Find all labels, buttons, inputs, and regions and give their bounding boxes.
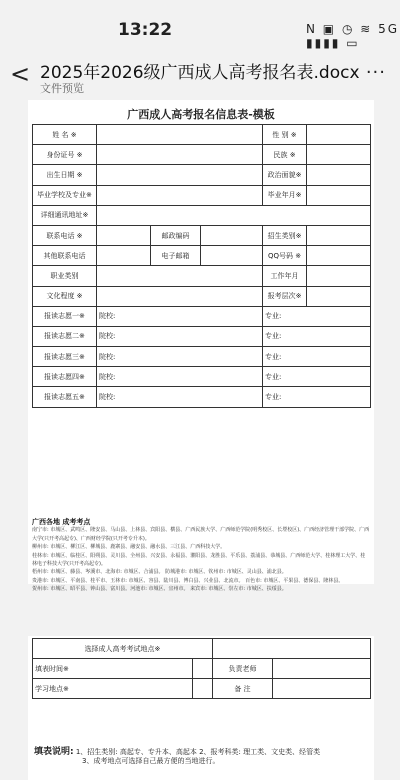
table-row	[33, 387, 371, 407]
table-row	[33, 326, 371, 346]
form-field[interactable]	[97, 145, 263, 165]
form-field[interactable]	[97, 205, 371, 225]
exam-site-line: 桂林市: 市城区、临桂区、阳朔县、灵川县、全州县、兴安县、永福县、灌阳县、龙胜县、平乐县、荔浦县、恭城县、广西师范大学、桂林理工大学、桂林电子科技大学(只开考高起专)。	[32, 552, 366, 568]
fill-instructions	[34, 748, 370, 766]
form-label: 报读志愿三※	[33, 347, 97, 367]
school-field[interactable]: 院校:	[97, 367, 263, 387]
exam-sites-section	[32, 518, 370, 593]
table-row	[33, 205, 371, 225]
table-row	[33, 185, 371, 205]
form-field[interactable]	[307, 266, 371, 286]
exam-sites-heading: 广西各地 成考考点	[32, 518, 91, 526]
form-field[interactable]	[307, 246, 371, 266]
major-field[interactable]: 专业:	[263, 326, 371, 346]
form-label: 工作年月	[263, 266, 307, 286]
registration-form-table	[32, 124, 371, 408]
form-field[interactable]	[307, 185, 371, 205]
form-field[interactable]	[97, 125, 263, 145]
exam-site-line: 柳州市: 市城区、柳江区、柳城县、鹿寨县、融安县、融水县、三江县、广西科技大学。	[32, 544, 226, 551]
form-label: 报读志愿二※	[33, 326, 97, 346]
instructions-line: 3、成考地点可选择自己最方便的当地进行。	[82, 757, 220, 765]
form-label: 学习地点※	[33, 679, 193, 699]
form-label: 出生日期 ※	[33, 165, 97, 185]
form-label: 电子邮箱	[151, 246, 201, 266]
table-row	[33, 659, 371, 679]
document-page-1[interactable]	[28, 100, 374, 593]
form-field[interactable]	[97, 246, 151, 266]
form-field[interactable]	[97, 286, 263, 306]
school-field[interactable]: 院校:	[97, 347, 263, 367]
form-label: 毕业年月※	[263, 185, 307, 205]
app-bar	[0, 52, 400, 98]
form-label: 职业类别	[33, 266, 97, 286]
form-label: 报读志愿一※	[33, 306, 97, 326]
status-time: 13:22	[118, 20, 173, 40]
status-icons: N ▣ ◷ ≋ 5G ▮▮▮▮ ▭	[306, 22, 400, 50]
table-row	[33, 347, 371, 367]
form-label: QQ号码 ※	[263, 246, 307, 266]
form-label: 选择成人高考考试地点※	[33, 639, 213, 659]
file-title: 2025年2026级广西成人高考报名表.docx	[40, 63, 360, 83]
major-field[interactable]: 专业:	[263, 387, 371, 407]
table-row	[33, 367, 371, 387]
form-label: 文化程度 ※	[33, 286, 97, 306]
form-label: 民族 ※	[263, 145, 307, 165]
form-label: 姓 名 ※	[33, 125, 97, 145]
document-title: 广西成人高考报名信息表-模板	[127, 108, 275, 121]
major-field[interactable]: 专业:	[263, 367, 371, 387]
form-label: 报读志愿四※	[33, 367, 97, 387]
table-row	[33, 639, 371, 659]
exam-site-line: 贵港市: 市城区、平南县、桂平市、玉林市: 市城区、容县、陆川县、博白县、兴业县、北流市。 百色市: 市城区、平果县、德保县、隆林县。	[32, 577, 344, 584]
form-label: 详细通讯地址※	[33, 205, 97, 225]
form-field[interactable]	[307, 165, 371, 185]
form-field[interactable]	[273, 659, 371, 679]
form-field[interactable]	[273, 679, 371, 699]
table-row	[33, 145, 371, 165]
form-label: 负责老师	[213, 659, 273, 679]
form-label: 联系电话 ※	[33, 225, 97, 245]
form-field[interactable]	[213, 639, 371, 659]
table-row	[33, 286, 371, 306]
exam-site-table	[32, 638, 371, 699]
form-label: 备 注	[213, 679, 273, 699]
table-row	[33, 165, 371, 185]
major-field[interactable]: 专业:	[263, 306, 371, 326]
file-subtitle: 文件预览	[40, 82, 84, 95]
table-row	[33, 246, 371, 266]
more-options-icon[interactable]: ···	[365, 62, 386, 83]
exam-site-line: 贺州市: 市城区、昭平县、钟山县、富川县。河池市: 市城区、宜州市。 来宾市: 市城区、崇左市: 市城区、扶绥县。	[32, 586, 287, 593]
form-field[interactable]	[193, 659, 213, 679]
table-row	[33, 225, 371, 245]
school-field[interactable]: 院校:	[97, 306, 263, 326]
form-field[interactable]	[201, 225, 263, 245]
form-field[interactable]	[307, 145, 371, 165]
form-label: 报考层次※	[263, 286, 307, 306]
form-field[interactable]	[307, 125, 371, 145]
form-field[interactable]	[307, 286, 371, 306]
instructions-heading: 填表说明:	[34, 747, 74, 757]
form-label: 邮政编码	[151, 225, 201, 245]
form-field[interactable]	[97, 266, 263, 286]
table-row	[33, 266, 371, 286]
instructions-line: 1、招生类别: 高起专、专升本、高起本 2、报考科类: 理工类、文史类、经管类	[75, 748, 321, 756]
form-label: 填表时间※	[33, 659, 193, 679]
form-label: 报读志愿五※	[33, 387, 97, 407]
form-field[interactable]	[97, 185, 263, 205]
document-page-2[interactable]	[28, 636, 374, 780]
form-field[interactable]	[97, 165, 263, 185]
form-field[interactable]	[201, 246, 263, 266]
status-bar	[0, 0, 400, 52]
form-label: 其他联系电话	[33, 246, 97, 266]
form-field[interactable]	[97, 225, 151, 245]
table-row	[33, 125, 371, 145]
back-icon[interactable]: <	[10, 60, 31, 88]
table-row	[33, 679, 371, 699]
school-field[interactable]: 院校:	[97, 326, 263, 346]
major-field[interactable]: 专业:	[263, 347, 371, 367]
form-field[interactable]	[307, 225, 371, 245]
table-row	[33, 306, 371, 326]
exam-site-line: 南宁市: 市城区、武鸣区、隆安县、马山县、上林县、宾阳县、横县、广西民族大学、广西师范学院(明秀校区、长堽校区)、广西经济管理干部学院、广西大学(只开考高起专)、广西财经学院(只开考专升本)。	[32, 527, 370, 542]
exam-site-line: 梧州市: 市城区、藤县、岑溪市、北海市: 市城区、合浦县。 防城港市: 市城区、钦州市: 市城区、灵山县、浦北县。	[32, 569, 287, 576]
form-label: 性 别 ※	[263, 125, 307, 145]
form-label: 身份证号 ※	[33, 145, 97, 165]
form-label: 招生类别※	[263, 225, 307, 245]
form-field[interactable]	[193, 679, 213, 699]
form-label: 政治面貌※	[263, 165, 307, 185]
form-label: 毕业学校及专业※	[33, 185, 97, 205]
school-field[interactable]: 院校:	[97, 387, 263, 407]
